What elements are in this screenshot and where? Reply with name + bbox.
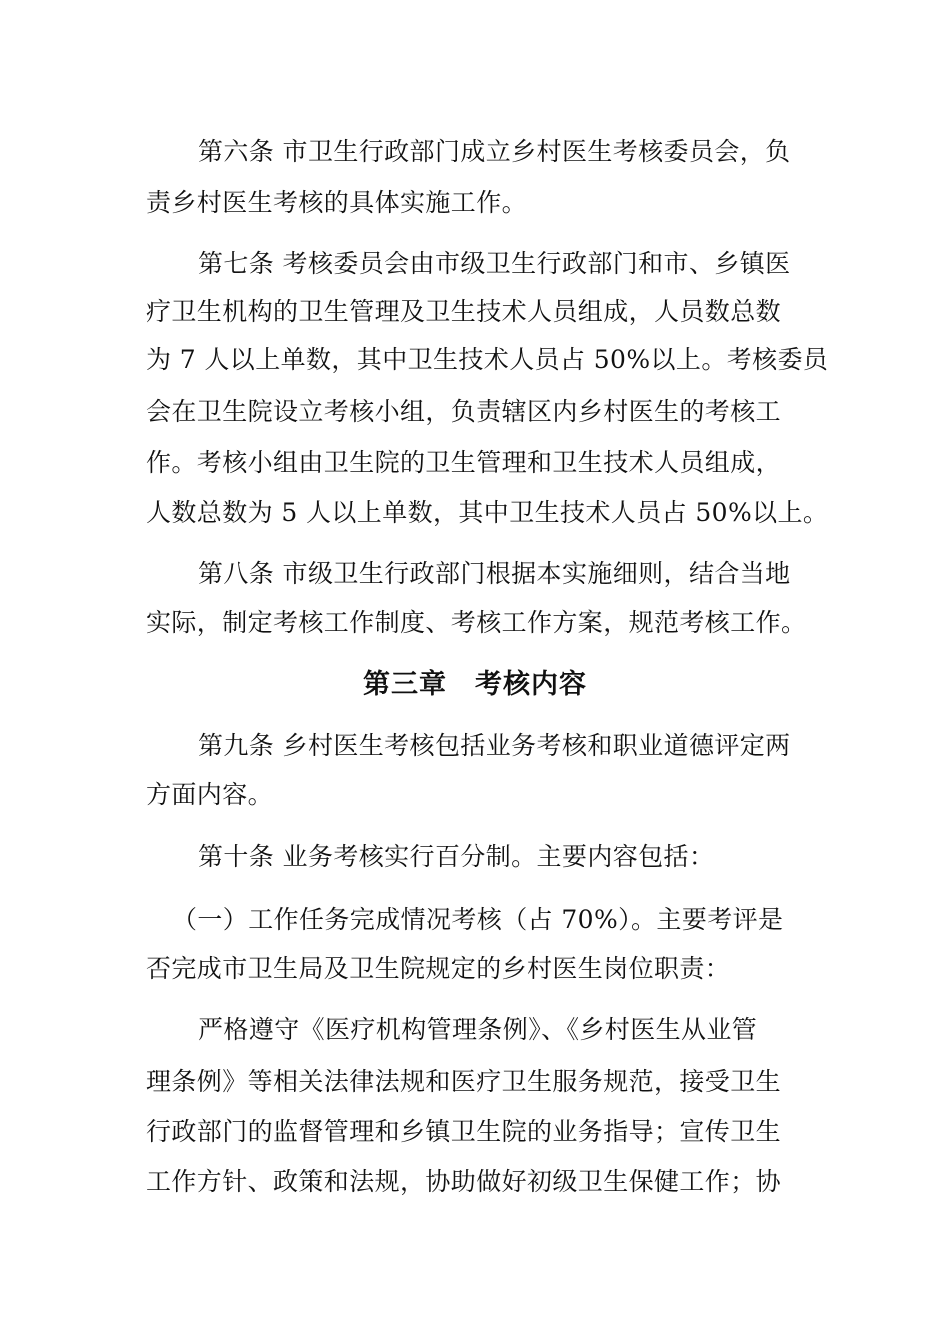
article-9-line-2: 方面内容。	[146, 780, 274, 809]
article-7-line-4: 会在卫生院设立考核小组，负责辖区内乡村医生的考核工	[146, 397, 782, 426]
article-7-line-6: 人数总数为 5 人以上单数，其中卫生技术人员占 50%以上。	[146, 498, 829, 527]
article-7-line-3: 为 7 人以上单数，其中卫生技术人员占 50%以上。考核委员	[146, 345, 829, 374]
duty-line-2: 理条例》等相关法律法规和医疗卫生服务规范，接受卫生	[146, 1067, 782, 1096]
article-8-line-2: 实际，制定考核工作制度、考核工作方案，规范考核工作。	[146, 608, 807, 637]
article-8-line-1: 第八条 市级卫生行政部门根据本实施细则，结合当地	[198, 559, 791, 588]
article-7-line-1: 第七条 考核委员会由市级卫生行政部门和市、乡镇医	[198, 249, 791, 278]
article-9-line-1: 第九条 乡村医生考核包括业务考核和职业道德评定两	[198, 731, 791, 760]
article-6-line-2: 责乡村医生考核的具体实施工作。	[146, 188, 528, 217]
article-7-line-2: 疗卫生机构的卫生管理及卫生技术人员组成，人员数总数	[146, 297, 782, 326]
duty-line-3: 行政部门的监督管理和乡镇卫生院的业务指导；宣传卫生	[146, 1117, 782, 1146]
item-1-line-1: （一）工作任务完成情况考核（占 70%）。主要考评是	[172, 905, 784, 934]
duty-line-1: 严格遵守《医疗机构管理条例》、《乡村医生从业管	[198, 1015, 758, 1044]
article-7-line-5: 作。考核小组由卫生院的卫生管理和卫生技术人员组成，	[146, 448, 782, 477]
article-6-line-1: 第六条 市卫生行政部门成立乡村医生考核委员会，负	[198, 137, 791, 166]
item-1-line-2: 否完成市卫生局及卫生院规定的乡村医生岗位职责：	[146, 954, 731, 983]
duty-line-4: 工作方针、政策和法规，协助做好初级卫生保健工作；协	[146, 1167, 782, 1196]
chapter-heading: 第三章 考核内容	[363, 669, 587, 700]
article-10-line-1: 第十条 业务考核实行百分制。主要内容包括：	[198, 842, 715, 871]
